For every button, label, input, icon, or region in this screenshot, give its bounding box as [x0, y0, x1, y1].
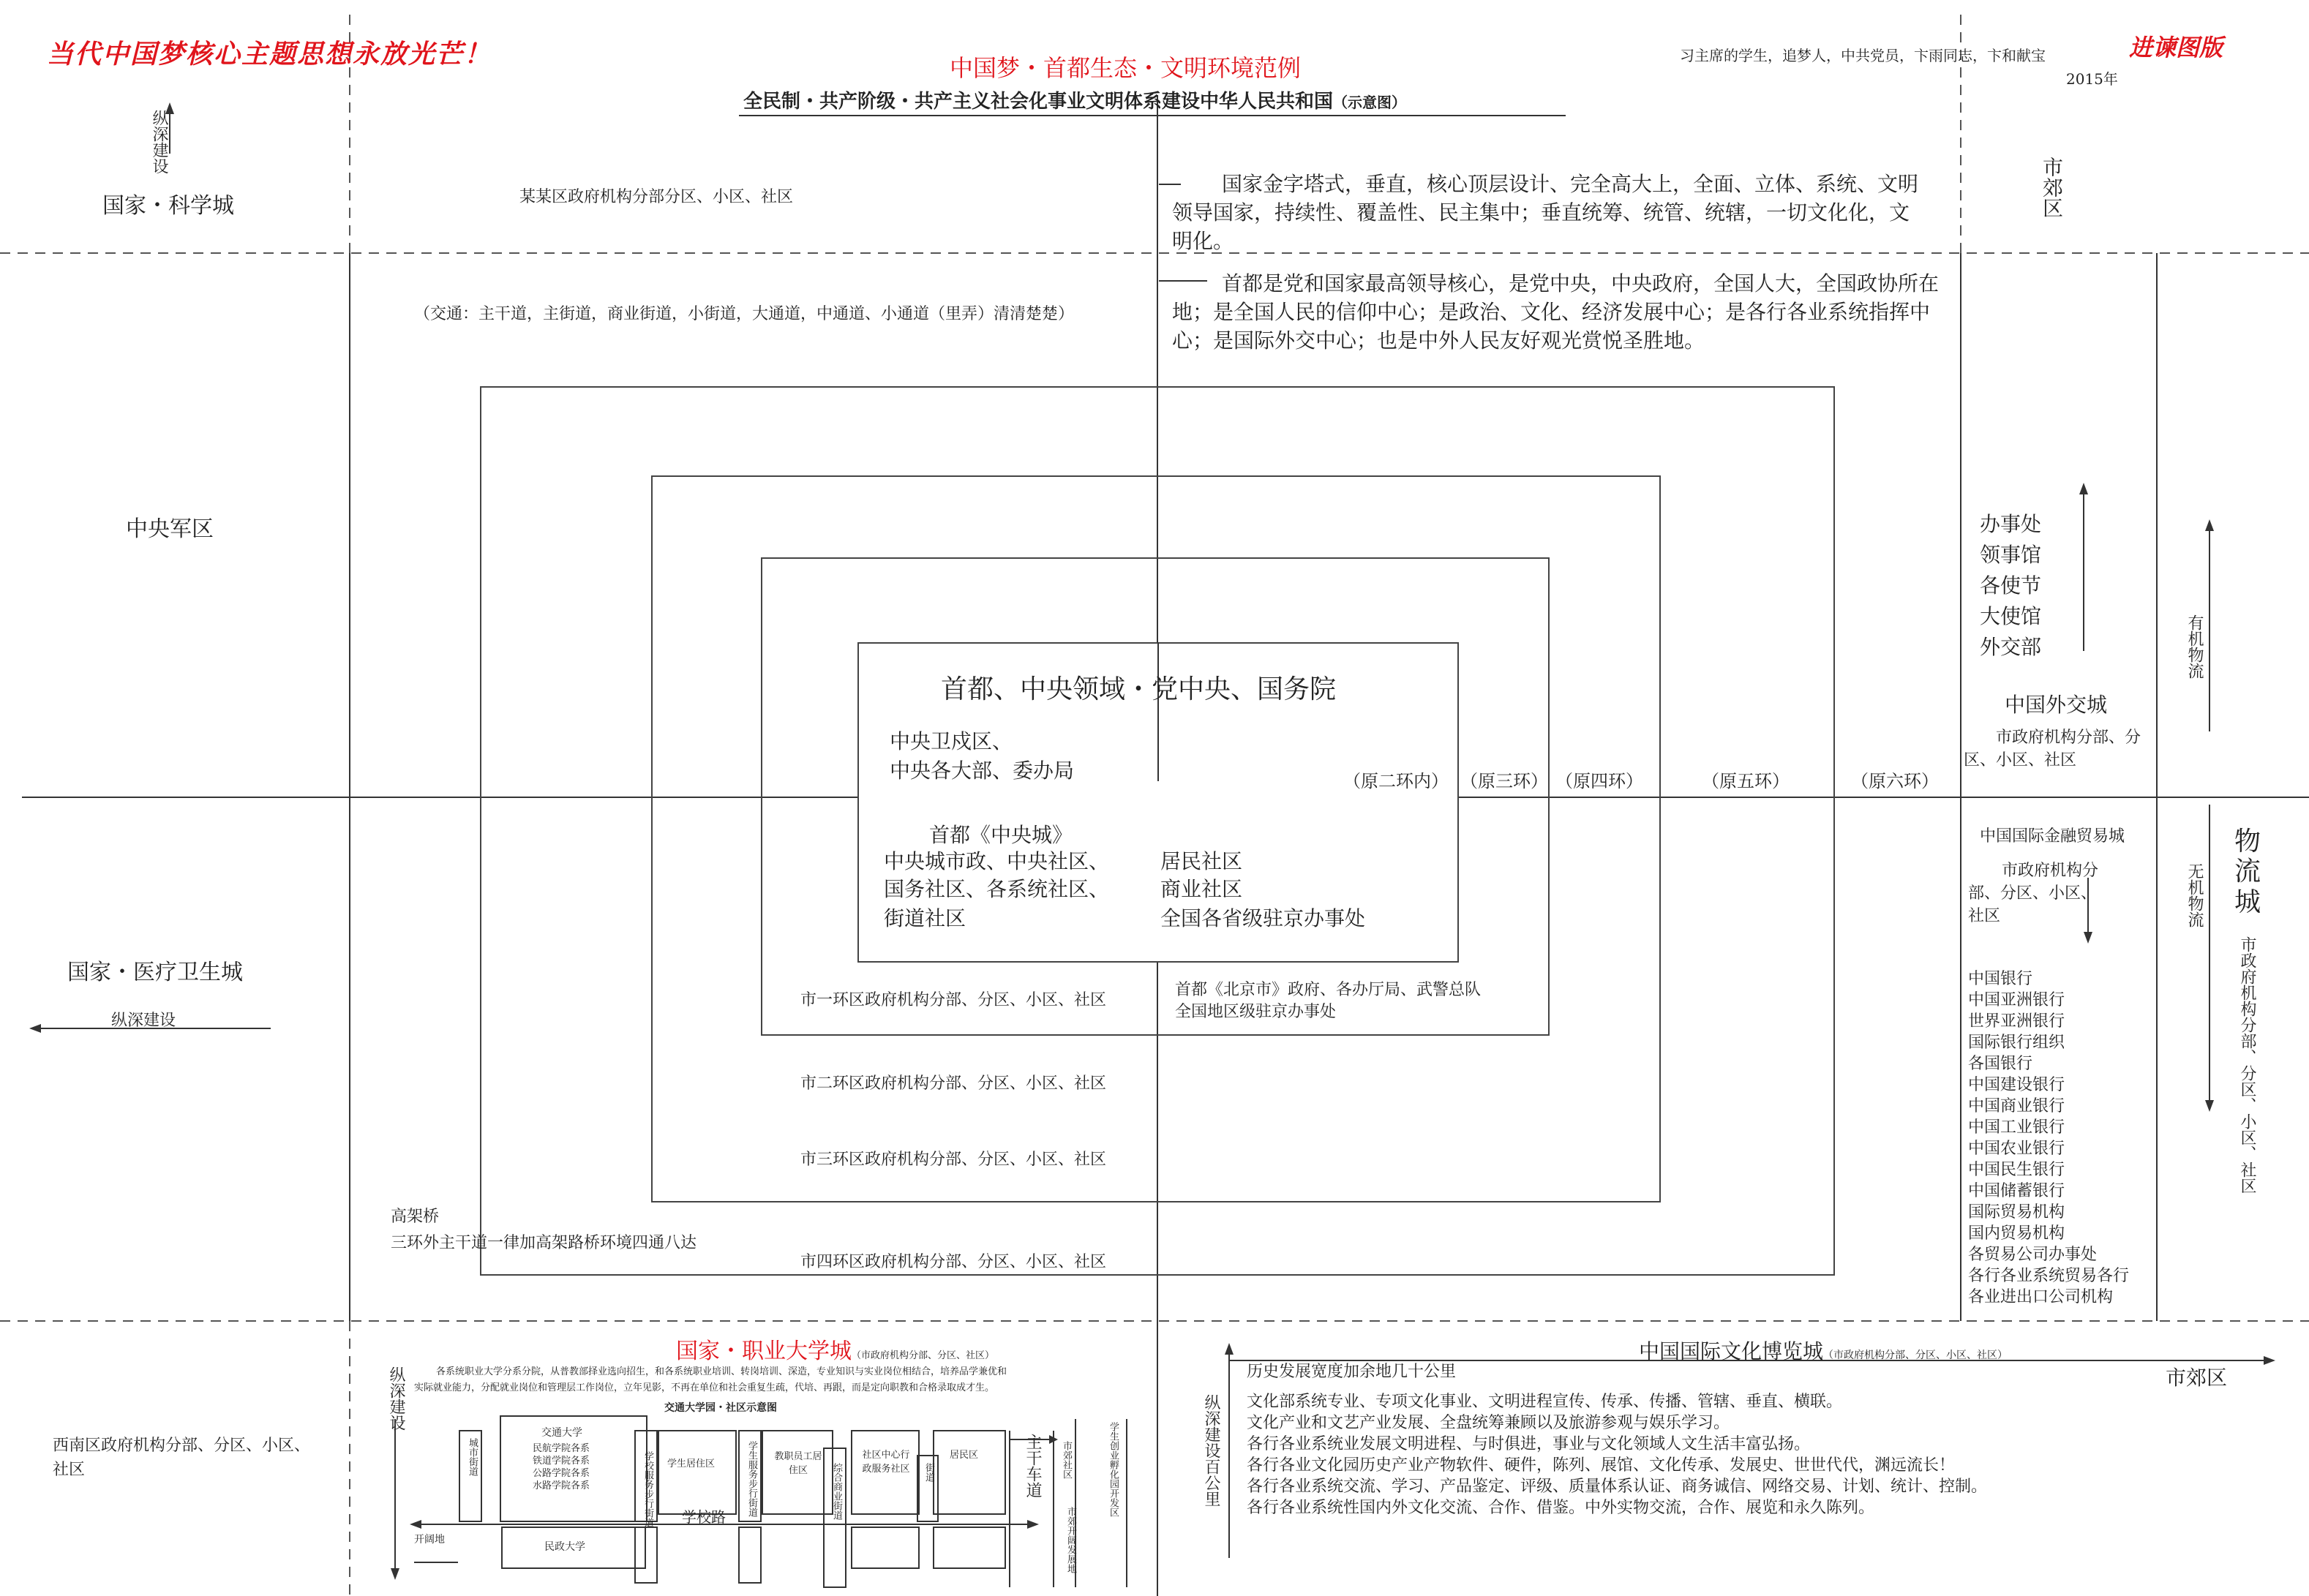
culture-line: 各行各业文化园历史产业产物软件、硬件，陈列、展馆、文化传承、发展史、世世代代，渊远流长！	[1247, 1456, 1956, 1475]
culture-line: 文化部系统专业、专项文化事业、文明进程宣传、传承、传播、管辖、垂直、横联。	[1247, 1393, 1843, 1411]
embassy-item: 大使馆	[1980, 604, 2042, 628]
city-right2: 商业社区	[1160, 877, 1243, 901]
campus-commercial-street: 综合商业街道	[831, 1463, 842, 1520]
beijing-city-line1: 首都《北京市》政府、各办厅局、武警总队	[1175, 981, 1482, 999]
campus-staff-housing: 教职员工居住区	[774, 1451, 822, 1476]
subtitle-note: （示意图）	[1333, 94, 1407, 111]
campus-main-road: 主干车道	[1024, 1434, 1042, 1498]
beijing-city-line2: 全国地区级驻京办事处	[1175, 1003, 1337, 1021]
subtitle-main: 全民制・共产阶级・共产主义社会化事业文明体系建设中华人民共和国	[743, 91, 1334, 113]
culture-city-name: 中国国际文化博览城	[1639, 1339, 1824, 1363]
ring-district-1: 市一环区政府机构分部、分区、小区、社区	[800, 991, 1107, 1009]
ring-label-6: （原六环）	[1851, 771, 1939, 791]
ring-district-2: 市二环区政府机构分部、分区、小区、社区	[800, 1074, 1107, 1093]
bank-item: 中国建设银行	[1968, 1076, 2065, 1094]
bank-item: 中国银行	[1968, 970, 2033, 988]
campus-school-item: 公路学院各系	[533, 1468, 590, 1479]
pyramid-desc: 国家金字塔式，垂直，核心顶层设计、完全高大上，全面、立体、系统、文明领导国家，持续性、覆盖性、民主集中；垂直统筹、统管、统辖，一切文化化，文明化。	[1172, 172, 1919, 254]
city-right3: 全国各省级驻京办事处	[1160, 906, 1366, 930]
organic-logistics: 有机物流	[2185, 614, 2204, 679]
bank-item: 各国银行	[1968, 1055, 2033, 1073]
campus-school-item: 水路学院各系	[533, 1480, 590, 1491]
bank-item: 世界亚洲银行	[1968, 1012, 2065, 1031]
campus-schools	[533, 1442, 590, 1492]
science-city: 国家・科学城	[102, 193, 234, 219]
embassy-item: 办事处	[1980, 512, 2042, 536]
campus-residential: 居民区	[950, 1450, 979, 1461]
bank-item: 中国民生银行	[1968, 1161, 2065, 1179]
ring-district-3: 市三环区政府机构分部、分区、小区、社区	[800, 1151, 1107, 1169]
campus-school-item: 铁道学院各系	[533, 1456, 590, 1467]
logistics-city: 物流城	[2234, 827, 2261, 917]
campus-incubator: 学生创业孵化园开发区	[1108, 1422, 1119, 1517]
embassy-item: 领事馆	[1980, 543, 2042, 567]
diplomatic-city: 中国外交城	[2005, 693, 2108, 717]
campus-suburb-community: 市郊社区	[1061, 1441, 1072, 1479]
author: 习主席的学生，追梦人，中共党员，卞雨同志，卞和献宝	[1680, 47, 2046, 64]
depth-build-top: 纵深建设	[150, 110, 168, 174]
depth-build-bottom: 纵深建设	[387, 1366, 405, 1431]
year: 2015年	[2066, 70, 2118, 88]
culture-lines	[1247, 1391, 1987, 1518]
bank-item: 各贸易公司办事处	[1968, 1246, 2098, 1264]
core-line1: 中央卫戍区、	[890, 729, 1013, 753]
history-note: 历史发展宽度加余地几十公里	[1247, 1363, 1457, 1381]
campus-student-street: 学生服务步行街道	[746, 1441, 757, 1517]
bank-item: 中国工业银行	[1968, 1118, 2065, 1137]
culture-line: 各行各业系统业发展文明进程、与时俱进，事业与文化领域人文生活丰富弘扬。	[1247, 1435, 1811, 1453]
university-desc-line1: 各系统职业大学分系分院，从普教部择业选向招生，和各系统职业培训、转岗培训、深造，专业知识与实业岗位相结合，培养品学兼优和	[436, 1366, 1007, 1377]
culture-line: 各行各业系统交流、学习、产品鉴定、评级、质量体系认证、商务诚信、网络交易、计划、统计、控制。	[1247, 1478, 1988, 1496]
ring-label-5: （原五环）	[1702, 771, 1790, 791]
main-title: 中国梦・首都生态・文明环境范例	[950, 54, 1302, 82]
culture-line: 文化产业和文艺产业发展、全盘统筹兼顾以及旅游参观与娱乐学习。	[1247, 1414, 1730, 1432]
university-city-name: 国家・职业大学城	[676, 1339, 852, 1364]
ring-label-3: （原三环）	[1460, 771, 1548, 791]
city-line3: 街道社区	[884, 906, 966, 930]
campus-community-admin: 社区中心行政服务社区	[862, 1450, 910, 1475]
city-right1: 居民社区	[1160, 849, 1243, 873]
culture-line: 各行各业系统性国内外文化交流、合作、借鉴。中外实物交流，合作、展览和永久陈列。	[1247, 1499, 1875, 1517]
inorganic-logistics: 无机物流	[2185, 863, 2204, 927]
campus-civil-univ: 民政大学	[544, 1541, 585, 1553]
culture-suburb: 市郊区	[2166, 1366, 2228, 1390]
depth-build-left: 纵深建设	[111, 1012, 176, 1030]
campus-school-street: 学校服务步行街道	[642, 1451, 653, 1527]
finance-district: 市政府机构分部、分区、小区、社区	[1968, 862, 2099, 925]
city-title: 首都《中央城》	[929, 823, 1073, 847]
suburb-top: 市郊区	[2040, 157, 2064, 218]
bank-item: 国内贸易机构	[1968, 1224, 2065, 1243]
bank-item: 中国农业银行	[1968, 1140, 2065, 1158]
embassy-item: 外交部	[1980, 635, 2042, 659]
campus-student-housing: 学生居住区	[667, 1458, 716, 1469]
capital-desc: 首都是党和国家最高领导核心，是党中央，中央政府，全国人大，全国政协所在地；是全国人民的信仰中心；是政治、文化、经济发展中心；是各行各业系统指挥中心；是国际外交中心；也是中外人民友好观光赏悦圣胜地。	[1172, 271, 1940, 353]
culture-city-title	[1639, 1336, 2008, 1365]
culture-city-note: （市政府机构分部、分区、小区、社区）	[1823, 1350, 2008, 1361]
bank-item: 国际贸易机构	[1968, 1203, 2065, 1222]
campus-city-street: 城市街道	[467, 1438, 478, 1476]
core-title: 首都、中央领域・党中央、国务院	[941, 674, 1337, 704]
campus-suburb-dev: 市郊开阔发展地	[1065, 1507, 1076, 1573]
top-district: 某某区政府机构分部分区、小区、社区	[519, 188, 794, 206]
viaduct-desc: 三环外主干道一律加高架路桥环境四通八达	[391, 1234, 697, 1252]
medical-city: 国家・医疗卫生城	[67, 960, 243, 985]
ring-label-2: （原二环内）	[1343, 771, 1449, 791]
bank-item: 各行各业系统贸易各行	[1968, 1267, 2130, 1285]
university-desc-line2: 实际就业能力，分配就业岗位和管理层工作岗位，立年见影，不再在单位和社会重复生疏，代培、再跟，而是定向职教和合格录取成才生。	[414, 1382, 995, 1393]
campus-school-item: 民航学院各系	[533, 1443, 590, 1454]
slogan: 当代中国梦核心主题思想永放光芒！	[47, 39, 492, 69]
city-line2: 国务社区、各系统社区、	[884, 877, 1110, 901]
finance-city: 中国国际金融贸易城	[1980, 827, 2125, 846]
bank-item: 各业进出口公司机构	[1968, 1288, 2114, 1306]
southwest-district: 西南区政府机构分部、分区、小区、社区	[53, 1437, 311, 1479]
core-line2: 中央各大部、委办局	[890, 759, 1075, 783]
city-line1: 中央城市政、中央社区、	[884, 849, 1110, 873]
ring-label-4: （原四环）	[1555, 771, 1643, 791]
diplomatic-district: 市政府机构分部、分区、小区、社区	[1964, 729, 2141, 769]
bank-item: 国际银行组织	[1968, 1034, 2065, 1052]
embassy-item: 各使节	[1980, 573, 2042, 598]
campus-street: 街道	[923, 1463, 934, 1482]
viaduct-title: 高架桥	[391, 1208, 440, 1226]
university-city-note: （市政府机构分部、分区、社区）	[852, 1350, 995, 1361]
logistics-district: 市政府机构分部、分区、小区、社区	[2238, 936, 2256, 1194]
campus-open-area: 开阔地	[414, 1534, 445, 1546]
edition-label: 进谏图版	[2129, 34, 2223, 61]
central-military: 中央军区	[126, 516, 214, 542]
traffic-note: （交通：主干道，主街道，商业街道，小街道，大通道，中通道、小通道（里弄）清清楚楚）	[414, 305, 1075, 323]
campus-school-road: 学校路	[682, 1508, 726, 1526]
campus-jiaotong: 交通大学	[541, 1427, 582, 1439]
campus-title: 交通大学园・社区示意图	[664, 1402, 777, 1414]
bank-item: 中国储蓄银行	[1968, 1182, 2065, 1200]
culture-depth-label: 纵深建设百公里	[1202, 1394, 1220, 1507]
ring-district-4: 市四环区政府机构分部、分区、小区、社区	[800, 1253, 1107, 1271]
bank-item: 中国商业银行	[1968, 1097, 2065, 1115]
bank-item: 中国亚洲银行	[1968, 991, 2065, 1009]
